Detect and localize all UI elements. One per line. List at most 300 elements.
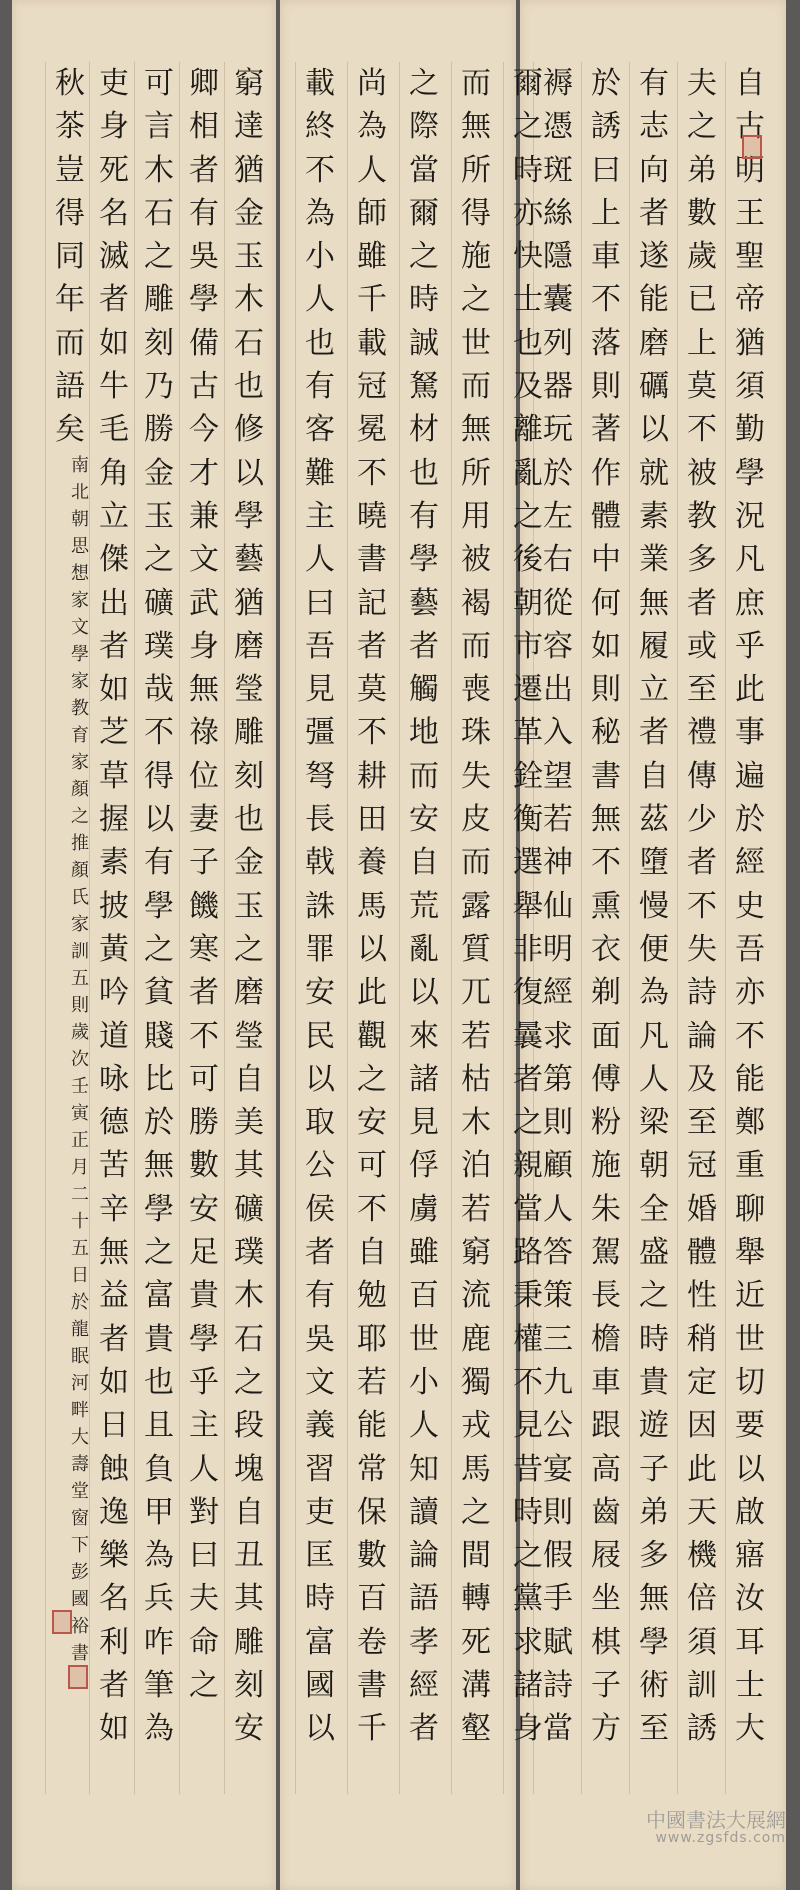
- glyph: 至: [687, 1105, 717, 1141]
- caption-glyph: 文: [71, 617, 89, 638]
- glyph: 年: [55, 282, 85, 318]
- left-panel-column: [182, 62, 226, 1707]
- glyph: 詩: [543, 1667, 573, 1703]
- glyph: 吾: [305, 628, 335, 664]
- glyph: 論: [409, 1538, 439, 1574]
- glyph: 記: [357, 585, 387, 621]
- glyph: 尚: [357, 66, 387, 101]
- glyph: 瑩: [234, 1018, 264, 1054]
- glyph: 天: [687, 1494, 717, 1530]
- glyph: 貴: [189, 1278, 219, 1314]
- glyph: 可: [357, 1148, 387, 1184]
- glyph: 木: [144, 152, 174, 188]
- glyph: 以: [735, 1451, 765, 1487]
- glyph: 策: [543, 1278, 573, 1314]
- glyph: 遂: [639, 239, 669, 275]
- glyph: 傳: [687, 758, 717, 794]
- glyph: 玉: [144, 498, 174, 534]
- glyph: 屐: [591, 1538, 621, 1574]
- glyph: 齒: [591, 1494, 621, 1530]
- glyph: 讀: [409, 1494, 439, 1530]
- glyph: 秉: [513, 1278, 543, 1314]
- glyph: 被: [687, 455, 717, 491]
- glyph: 出: [99, 585, 129, 621]
- glyph: 無: [639, 585, 669, 621]
- glyph: 聊: [735, 1191, 765, 1227]
- glyph: 牛: [99, 369, 129, 405]
- glyph: 侯: [305, 1191, 335, 1227]
- glyph: 同: [55, 239, 85, 275]
- glyph: 訓: [687, 1667, 717, 1703]
- glyph: 路: [513, 1235, 543, 1271]
- glyph: 公: [543, 1408, 573, 1444]
- glyph: 求: [513, 1624, 543, 1660]
- glyph: 卷: [357, 1624, 387, 1660]
- glyph: 亂: [513, 455, 543, 491]
- glyph: 梁: [639, 1105, 669, 1141]
- glyph: 載: [305, 66, 335, 101]
- glyph: 足: [189, 1235, 219, 1271]
- glyph: 凡: [639, 1018, 669, 1054]
- glyph: 安: [409, 802, 439, 838]
- glyph: 曉: [357, 498, 387, 534]
- glyph: 立: [99, 498, 129, 534]
- caption-glyph: 月: [71, 1157, 89, 1178]
- glyph: 定: [687, 1364, 717, 1400]
- glyph: 身: [513, 1711, 543, 1747]
- glyph: 遍: [735, 758, 765, 794]
- glyph: 大: [735, 1711, 765, 1747]
- glyph: 明: [543, 931, 573, 967]
- glyph: 之: [639, 1278, 669, 1314]
- glyph: 人: [409, 1408, 439, 1444]
- glyph: 施: [461, 239, 491, 275]
- glyph: 車: [591, 239, 621, 275]
- glyph: 若: [543, 802, 573, 838]
- glyph: 為: [305, 195, 335, 231]
- glyph: 曩: [513, 1018, 543, 1054]
- glyph: 施: [591, 1148, 621, 1184]
- right-panel-column: [728, 62, 772, 1751]
- glyph: 木: [234, 282, 264, 318]
- caption-glyph: 則: [71, 995, 89, 1016]
- glyph: 金: [234, 195, 264, 231]
- grid-line: [629, 62, 630, 1794]
- glyph: 卿: [189, 66, 219, 101]
- glyph: 安: [234, 1711, 264, 1747]
- glyph: 不: [687, 888, 717, 924]
- glyph: 茶: [55, 109, 85, 145]
- glyph: 見: [513, 1408, 543, 1444]
- glyph: 右: [543, 542, 573, 578]
- glyph: 體: [687, 1235, 717, 1271]
- glyph: 傅: [591, 1061, 621, 1097]
- glyph: 筆: [144, 1667, 174, 1703]
- glyph: 雖: [357, 239, 387, 275]
- glyph: 時: [639, 1321, 669, 1357]
- glyph: 寒: [189, 931, 219, 967]
- glyph: 得: [55, 195, 85, 231]
- glyph: 少: [687, 802, 717, 838]
- glyph: 蝕: [99, 1451, 129, 1487]
- glyph: 自: [234, 1494, 264, 1530]
- glyph: 書: [591, 758, 621, 794]
- glyph: 詩: [687, 975, 717, 1011]
- glyph: 九: [543, 1364, 573, 1400]
- glyph: 遷: [513, 672, 543, 708]
- glyph: 世: [735, 1321, 765, 1357]
- glyph: 弩: [305, 758, 335, 794]
- glyph: 遊: [639, 1408, 669, 1444]
- glyph: 夫: [189, 1581, 219, 1617]
- glyph: 容: [543, 628, 573, 664]
- glyph: 刻: [234, 1667, 264, 1703]
- glyph: 義: [305, 1408, 335, 1444]
- glyph: 賤: [144, 1018, 174, 1054]
- glyph: 之: [357, 1061, 387, 1097]
- caption-glyph: 顏: [71, 779, 89, 800]
- glyph: 失: [687, 931, 717, 967]
- glyph: 質: [461, 931, 491, 967]
- glyph: 饑: [189, 888, 219, 924]
- glyph: 朝: [639, 1148, 669, 1184]
- glyph: 列: [543, 325, 573, 361]
- caption-glyph: 正: [71, 1130, 89, 1151]
- glyph: 及: [513, 369, 543, 405]
- glyph: 雕: [234, 1624, 264, 1660]
- glyph: 者: [189, 152, 219, 188]
- glyph: 教: [687, 498, 717, 534]
- glyph: 芝: [99, 715, 129, 751]
- glyph: 耳: [735, 1624, 765, 1660]
- glyph: 觀: [357, 1018, 387, 1054]
- glyph: 猶: [234, 585, 264, 621]
- glyph: 子: [591, 1667, 621, 1703]
- glyph: 富: [144, 1278, 174, 1314]
- glyph: 庶: [735, 585, 765, 621]
- glyph: 經: [409, 1667, 439, 1703]
- glyph: 有: [305, 369, 335, 405]
- glyph: 人: [189, 1451, 219, 1487]
- glyph: 曰: [591, 152, 621, 188]
- glyph: 備: [189, 325, 219, 361]
- glyph: 聖: [735, 239, 765, 275]
- caption-glyph: 二: [71, 1184, 89, 1205]
- glyph: 而: [461, 845, 491, 881]
- glyph: 失: [461, 758, 491, 794]
- glyph: 身: [189, 628, 219, 664]
- glyph: 粉: [591, 1105, 621, 1141]
- glyph: 者: [357, 628, 387, 664]
- glyph: 養: [357, 845, 387, 881]
- glyph: 自: [735, 66, 765, 101]
- caption-column: [70, 452, 90, 1667]
- glyph: 咋: [144, 1624, 174, 1660]
- glyph: 時: [513, 1494, 543, 1530]
- glyph: 無: [189, 672, 219, 708]
- glyph: 士: [735, 1667, 765, 1703]
- glyph: 祿: [189, 715, 219, 751]
- glyph: 窮: [234, 66, 264, 101]
- glyph: 對: [189, 1494, 219, 1530]
- glyph: 玉: [234, 888, 264, 924]
- grid-line: [45, 62, 46, 1794]
- glyph: 論: [687, 1018, 717, 1054]
- glyph: 機: [687, 1538, 717, 1574]
- glyph: 自: [357, 1235, 387, 1271]
- glyph: 所: [461, 455, 491, 491]
- glyph: 古: [189, 369, 219, 405]
- glyph: 世: [409, 1321, 439, 1357]
- glyph: 復: [513, 975, 543, 1011]
- caption-glyph: 於: [71, 1292, 89, 1313]
- glyph: 也: [513, 325, 543, 361]
- glyph: 不: [591, 845, 621, 881]
- middle-panel-column: [402, 62, 446, 1751]
- glyph: 無: [99, 1235, 129, 1271]
- glyph: 至: [687, 672, 717, 708]
- glyph: 朱: [591, 1191, 621, 1227]
- caption-glyph: 日: [71, 1265, 89, 1286]
- caption-glyph: 五: [71, 968, 89, 989]
- glyph: 之: [461, 282, 491, 318]
- glyph: 世: [461, 325, 491, 361]
- glyph: 爾: [513, 66, 543, 101]
- glyph: 有: [189, 195, 219, 231]
- glyph: 兵: [144, 1581, 174, 1617]
- glyph: 便: [639, 931, 669, 967]
- glyph: 兼: [189, 498, 219, 534]
- glyph: 宴: [543, 1451, 573, 1487]
- glyph: 亂: [409, 931, 439, 967]
- glyph: 其: [234, 1581, 264, 1617]
- glyph: 不: [189, 1018, 219, 1054]
- glyph: 文: [189, 542, 219, 578]
- glyph: 要: [735, 1408, 765, 1444]
- glyph: 來: [409, 1018, 439, 1054]
- glyph: 美: [234, 1105, 264, 1141]
- glyph: 終: [305, 109, 335, 145]
- caption-glyph: 眠: [71, 1346, 89, 1367]
- glyph: 明: [735, 152, 765, 188]
- glyph: 位: [189, 758, 219, 794]
- glyph: 於: [543, 455, 573, 491]
- glyph: 舉: [513, 888, 543, 924]
- glyph: 弟: [687, 152, 717, 188]
- glyph: 如: [99, 1364, 129, 1400]
- glyph: 履: [639, 628, 669, 664]
- caption-glyph: 顏: [71, 860, 89, 881]
- glyph: 此: [735, 672, 765, 708]
- glyph: 重: [735, 1148, 765, 1184]
- glyph: 有: [639, 66, 669, 101]
- glyph: 吏: [305, 1494, 335, 1530]
- glyph: 帝: [735, 282, 765, 318]
- glyph: 冠: [357, 369, 387, 405]
- glyph: 塊: [234, 1451, 264, 1487]
- glyph: 假: [543, 1538, 573, 1574]
- glyph: 以: [144, 802, 174, 838]
- glyph: 士: [513, 282, 543, 318]
- glyph: 為: [639, 975, 669, 1011]
- glyph: 兀: [461, 975, 491, 1011]
- grid-line: [503, 62, 504, 1794]
- glyph: 吳: [305, 1321, 335, 1357]
- glyph: 馬: [461, 1451, 491, 1487]
- glyph: 以: [305, 1711, 335, 1747]
- glyph: 離: [513, 412, 543, 448]
- glyph: 須: [687, 1624, 717, 1660]
- glyph: 金: [144, 455, 174, 491]
- glyph: 之: [513, 109, 543, 145]
- glyph: 之: [409, 239, 439, 275]
- caption-glyph: 家: [71, 752, 89, 773]
- caption-glyph: 想: [71, 563, 89, 584]
- glyph: 多: [687, 542, 717, 578]
- glyph: 死: [461, 1624, 491, 1660]
- glyph: 勤: [735, 412, 765, 448]
- caption-glyph: 書: [71, 1643, 89, 1664]
- glyph: 歲: [687, 239, 717, 275]
- glyph: 人: [543, 1191, 573, 1227]
- glyph: 冠: [687, 1148, 717, 1184]
- glyph: 皮: [461, 802, 491, 838]
- glyph: 者: [639, 195, 669, 231]
- grid-line: [581, 62, 582, 1794]
- glyph: 或: [687, 628, 717, 664]
- glyph: 而: [409, 758, 439, 794]
- glyph: 苦: [99, 1148, 129, 1184]
- glyph: 孝: [409, 1624, 439, 1660]
- glyph: 經: [543, 975, 573, 1011]
- glyph: 溝: [461, 1667, 491, 1703]
- glyph: 比: [144, 1061, 174, 1097]
- glyph: 學: [144, 1191, 174, 1227]
- seal-left-bottom: [68, 1665, 88, 1689]
- middle-panel-column: [298, 62, 342, 1751]
- glyph: 夫: [687, 66, 717, 101]
- glyph: 也: [234, 802, 264, 838]
- glyph: 及: [687, 1061, 717, 1097]
- glyph: 不: [144, 715, 174, 751]
- caption-glyph: 五: [71, 1238, 89, 1259]
- glyph: 名: [99, 1581, 129, 1617]
- glyph: 子: [639, 1451, 669, 1487]
- glyph: 須: [735, 369, 765, 405]
- glyph: 者: [409, 628, 439, 664]
- glyph: 耶: [357, 1321, 387, 1357]
- glyph: 檐: [591, 1321, 621, 1357]
- caption-glyph: 南: [71, 455, 89, 476]
- glyph: 不: [357, 715, 387, 751]
- glyph: 書: [357, 542, 387, 578]
- glyph: 得: [461, 195, 491, 231]
- glyph: 黃: [99, 931, 129, 967]
- middle-panel-column: [454, 62, 498, 1751]
- glyph: 第: [543, 1061, 573, 1097]
- glyph: 滅: [99, 239, 129, 275]
- glyph: 安: [189, 1191, 219, 1227]
- caption-glyph: 壬: [71, 1076, 89, 1097]
- glyph: 璞: [144, 628, 174, 664]
- caption-glyph: 北: [71, 482, 89, 503]
- glyph: 王: [735, 195, 765, 231]
- glyph: 業: [639, 542, 669, 578]
- glyph: 如: [591, 628, 621, 664]
- glyph: 者: [99, 282, 129, 318]
- glyph: 左: [543, 498, 573, 534]
- glyph: 不: [735, 1018, 765, 1054]
- glyph: 當: [543, 1711, 573, 1747]
- glyph: 非: [513, 931, 543, 967]
- glyph: 中: [591, 542, 621, 578]
- glyph: 三: [543, 1321, 573, 1357]
- glyph: 辛: [99, 1191, 129, 1227]
- glyph: 鄭: [735, 1105, 765, 1141]
- glyph: 車: [591, 1364, 621, 1400]
- glyph: 主: [305, 498, 335, 534]
- glyph: 吏: [99, 66, 129, 101]
- grid-line: [399, 62, 400, 1794]
- glyph: 術: [639, 1667, 669, 1703]
- glyph: 雖: [409, 1235, 439, 1271]
- glyph: 誘: [687, 1711, 717, 1747]
- caption-glyph: 訓: [71, 941, 89, 962]
- glyph: 瑩: [234, 672, 264, 708]
- glyph: 革: [513, 715, 543, 751]
- glyph: 能: [735, 1061, 765, 1097]
- glyph: 已: [687, 282, 717, 318]
- glyph: 落: [591, 325, 621, 361]
- glyph: 貴: [144, 1321, 174, 1357]
- glyph: 知: [409, 1451, 439, 1487]
- glyph: 能: [639, 282, 669, 318]
- glyph: 逸: [99, 1494, 129, 1530]
- glyph: 無: [639, 1581, 669, 1617]
- glyph: 雕: [234, 715, 264, 751]
- glyph: 諸: [409, 1061, 439, 1097]
- glyph: 此: [357, 975, 387, 1011]
- glyph: 勝: [144, 412, 174, 448]
- glyph: 以: [639, 412, 669, 448]
- glyph: 絲: [543, 195, 573, 231]
- glyph: 誅: [305, 888, 335, 924]
- glyph: 今: [189, 412, 219, 448]
- glyph: 為: [357, 109, 387, 145]
- glyph: 之: [687, 109, 717, 145]
- glyph: 曰: [189, 1538, 219, 1574]
- watermark-url: www.zgsfds.com: [655, 1829, 786, 1846]
- glyph: 雕: [144, 282, 174, 318]
- glyph: 權: [513, 1321, 543, 1357]
- glyph: 如: [99, 325, 129, 361]
- glyph: 師: [357, 195, 387, 231]
- glyph: 見: [305, 672, 335, 708]
- glyph: 況: [735, 498, 765, 534]
- glyph: 則: [543, 1105, 573, 1141]
- grid-line: [451, 62, 452, 1794]
- glyph: 磨: [639, 325, 669, 361]
- glyph: 乎: [189, 1364, 219, 1400]
- glyph: 求: [543, 1018, 573, 1054]
- glyph: 乎: [735, 628, 765, 664]
- glyph: 冕: [357, 412, 387, 448]
- glyph: 仙: [543, 888, 573, 924]
- glyph: 於: [591, 66, 621, 101]
- right-panel-column: [584, 62, 628, 1751]
- glyph: 而: [461, 628, 491, 664]
- glyph: 凡: [735, 542, 765, 578]
